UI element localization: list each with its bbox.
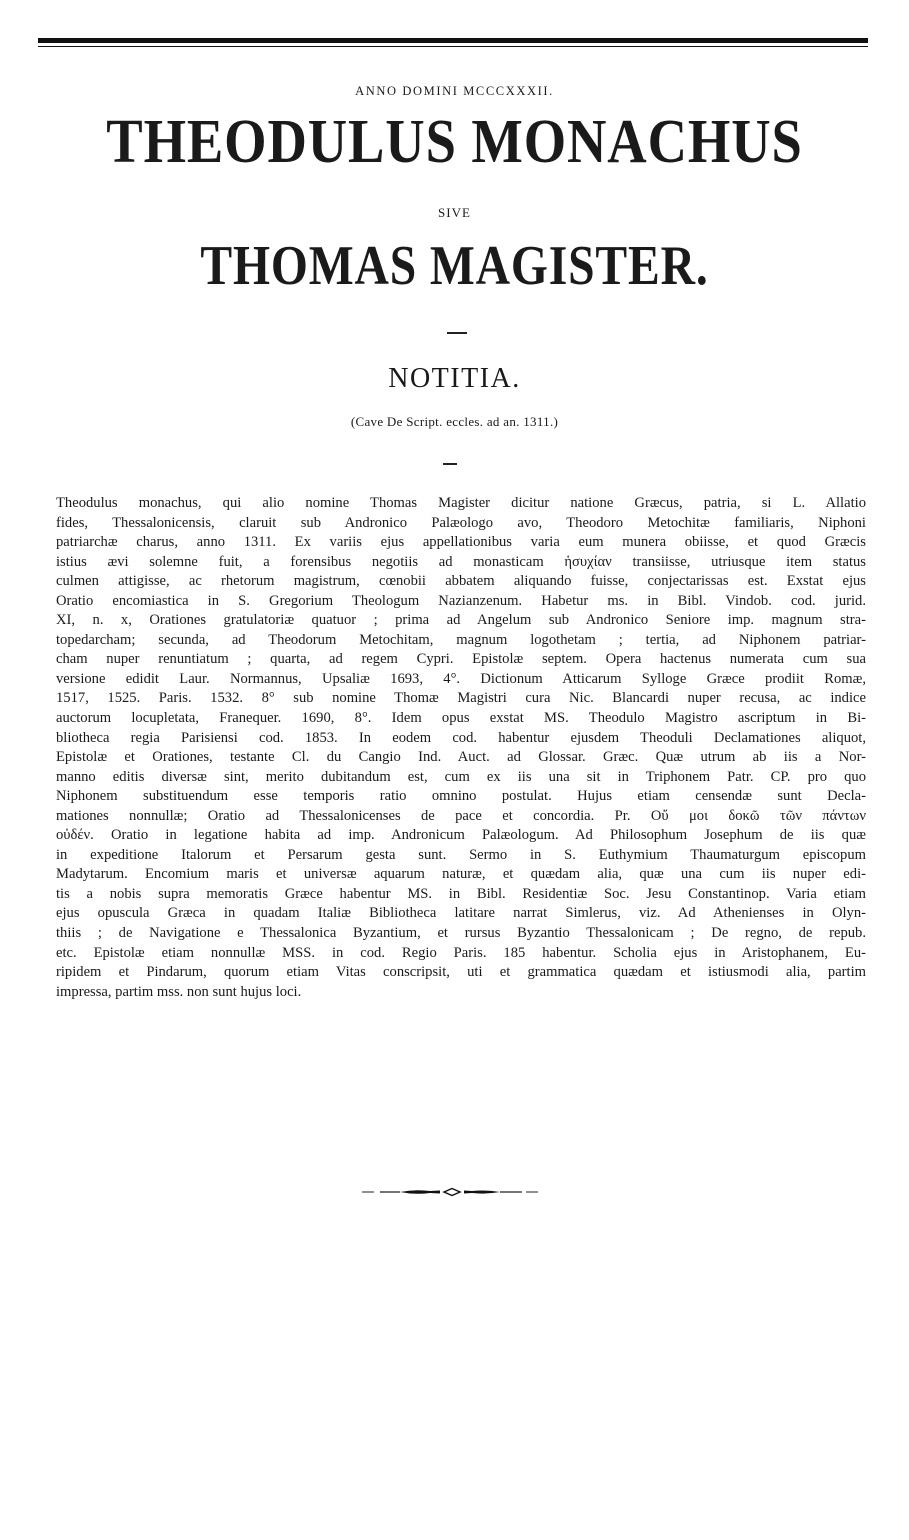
body-line: XI, n. x, Orationes gratulatoriæ quatuor ; prima ad Angelum sub Andronico Seniore imp. magnum stra- bbox=[56, 612, 866, 629]
body-line: Theodulus monachus, qui alio nomine Thomas Magister dicitur natione Græcus, patria, si L. Allatio bbox=[56, 495, 866, 511]
top-double-rule bbox=[38, 38, 868, 47]
body-line: etc. Epistolæ etiam nonnullæ MSS. in cod. Regio Paris. 185 habentur. Scholia ejus in Aristophanem, Eu- bbox=[56, 944, 866, 961]
body-line: mationes nonnullæ; Oratio ad Thessalonicenses de pace et concordia. Pr. Οὔ μοι δοκῶ τῶν πάντων bbox=[56, 807, 866, 824]
body-line: culmen attigisse, ac rhetorum magistrum, cœnobii abbatem aliquando fuisse, conjectarissas est. Exstat ejus bbox=[56, 573, 866, 590]
end-ornament-icon bbox=[360, 1186, 540, 1198]
body-line: patriarchæ charus, anno 1311. Ex variis ejus appellationibus varia eum munera obiisse, et quod Græcis bbox=[56, 534, 866, 551]
year-heading: ANNO DOMINI MCCCXXXII. bbox=[355, 84, 554, 98]
separator-dash bbox=[443, 463, 457, 465]
body-line: tis a nobis supra memoratis Græce habentur MS. in Bibl. Residentiæ Soc. Jesu Constantinop. Varia etiam bbox=[56, 885, 866, 902]
author-title: THEODULUS MONACHUS bbox=[106, 108, 803, 176]
body-line: topedarcham; secunda, ad Theodorum Metochitam, magnum logothetam ; tertia, ad Niphonem patriar- bbox=[56, 631, 866, 648]
body-line: Oratio encomiastica in S. Gregorium Theologum Nazianzenum. Habetur ms. in Bibl. Vindob. cod. jurid. bbox=[56, 592, 866, 609]
notitia-body bbox=[56, 494, 866, 1002]
body-line: impressa, partim mss. non sunt hujus loci. bbox=[56, 983, 302, 1000]
author-alt-title: THOMAS MAGISTER. bbox=[200, 235, 709, 297]
body-line: bliotheca regia Parisiensi cod. 1853. In eodem cod. habentur ejusdem Theoduli Declamationes aliquot, bbox=[56, 729, 866, 746]
body-line: ejus opuscula Græca in quadam Italiæ Bibliotheca latitare narrat Simlerus, viz. Ad Athenienses in Olyn- bbox=[56, 905, 866, 922]
body-line: Niphonem substituendum esse temporis ratio omnino postulat. Hujus etiam censendæ sunt Decla- bbox=[56, 788, 866, 805]
body-line: fides, Thessalonicensis, claruit sub Andronico Palæologo avo, Theodoro Metochitæ familiaris, Niphoni bbox=[56, 514, 866, 531]
body-line: οὐδέν. Oratio in legatione habita ad imp. Andronicum Palæologum. Ad Philosophum Josephum de iis quæ bbox=[56, 827, 866, 844]
body-line: auctorum locupletata, Franequer. 1690, 8°. Idem opus exstat MS. Theodulo Magistro ascriptum in Bi- bbox=[56, 710, 866, 727]
body-line: versione edidit Laur. Normannus, Upsaliæ 1693, 4°. Dictionum Atticarum Sylloge Græce prodiit Romæ, bbox=[56, 670, 866, 687]
reference-note: (Cave De Script. eccles. ad an. 1311.) bbox=[350, 414, 559, 429]
body-line: manno editis diversæ sint, merito dubitandum est, cum ex iis una sit in Triphonem Patr. CP. pro quo bbox=[56, 768, 866, 785]
body-line: 1517, 1525. Paris. 1532. 8° sub nomine Thomæ Magistri cura Nic. Blancardi nuper recusa, ac indice bbox=[56, 690, 866, 707]
body-line: thiis ; de Navigatione e Thessalonica Byzantium, et rursus Byzantio Thessalonicam ; De regno, de repub. bbox=[56, 925, 866, 942]
body-line: istius ævi solemne fuit, a forensibus negotiis ad monasticam ἡσυχίαν transiisse, utriusque item status bbox=[56, 553, 866, 570]
sive-connector: SIVE bbox=[438, 205, 471, 220]
section-title: NOTITIA. bbox=[388, 363, 521, 394]
body-line: cham nuper renuntiatum ; quarta, ad regem Cypri. Epistolæ septem. Opera hactenus numerata cum sua bbox=[56, 651, 866, 668]
separator-dash bbox=[447, 332, 467, 334]
body-line: Epistolæ et Orationes, testante Cl. du Cangio Ind. Auct. ad Glossar. Græc. Quæ utrum ab iis a Nor- bbox=[56, 749, 866, 766]
body-line: Madytarum. Encomium maris et universæ aquarum naturæ, et quædam alia, quæ una cum iis nuper edi- bbox=[56, 866, 866, 883]
body-line: ripidem et Pindarum, quorum etiam Vitas conscripsit, uti et grammatica quædam et istiusmodi alia, partim bbox=[56, 964, 866, 981]
body-line: in expeditione Italorum et Persarum gesta sunt. Sermo in S. Euthymium Thaumaturgum episcopum bbox=[56, 846, 866, 863]
